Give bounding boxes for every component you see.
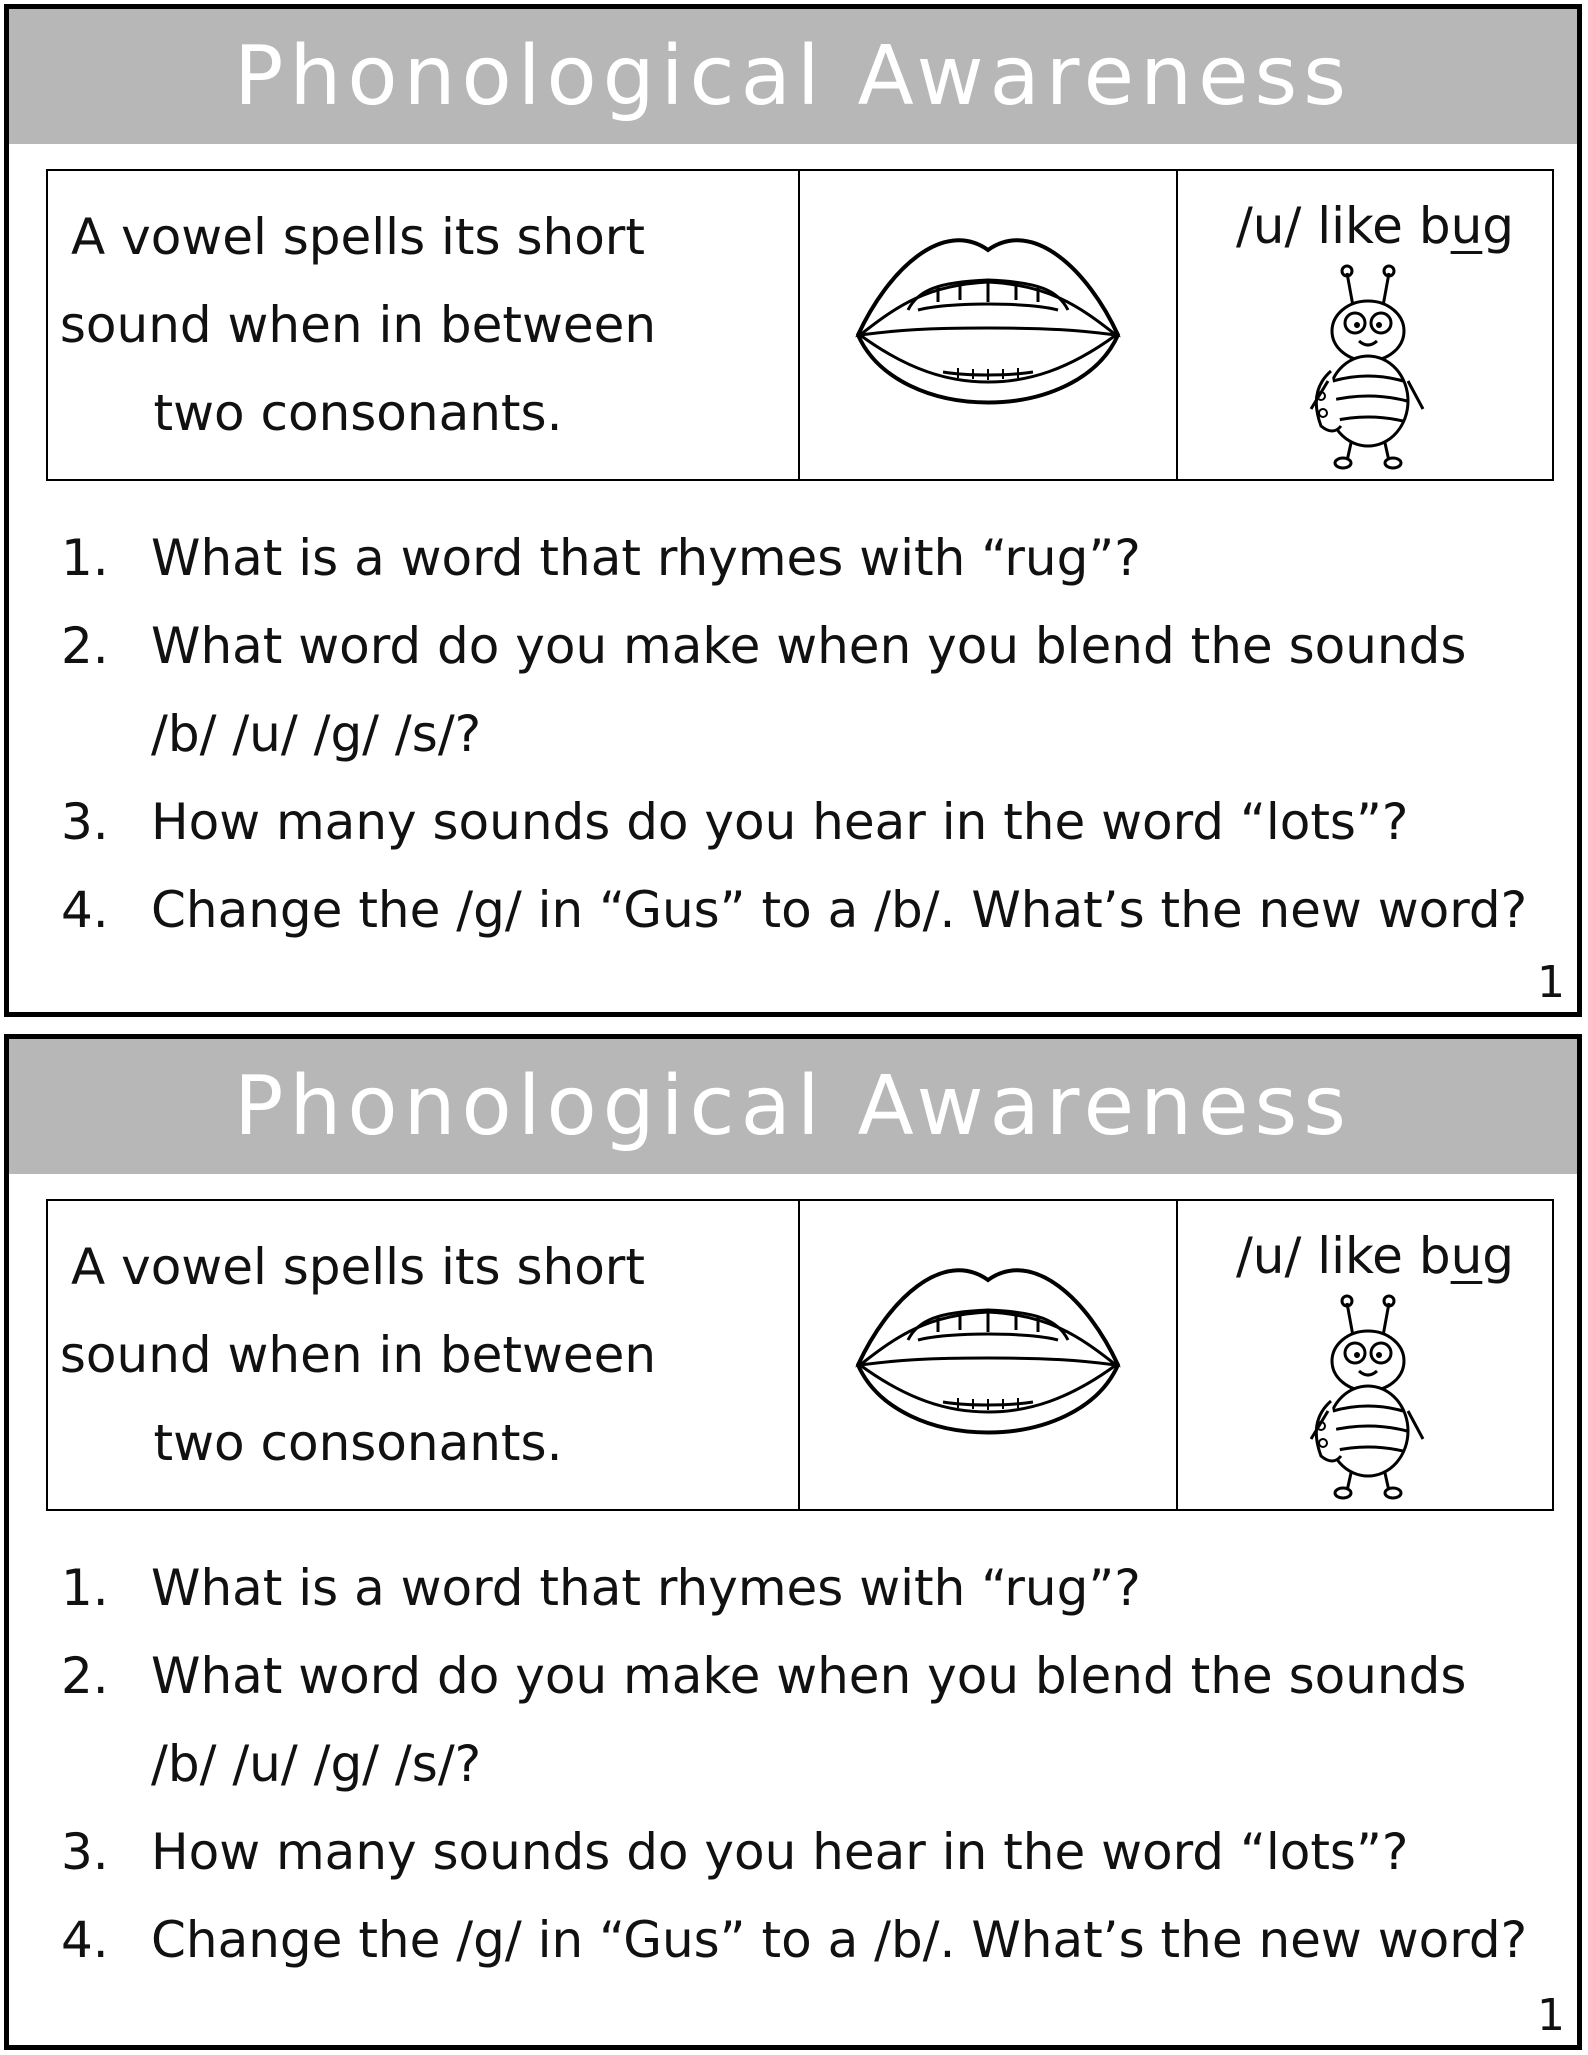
bug-icon-wrap — [1303, 261, 1433, 475]
task-card — [4, 1034, 1582, 2050]
question-text: What is a word that rhymes with “rug”? — [151, 529, 1141, 587]
info-table — [46, 1199, 1554, 1511]
keyword-word-underlined: u — [1450, 197, 1483, 255]
bug-icon — [1303, 1291, 1433, 1501]
question-text: Change the /g/ in “Gus” to a /b/. What’s the new word? — [151, 881, 1528, 939]
question-text: What is a word that rhymes with “rug”? — [151, 1559, 1141, 1617]
bug-icon-wrap — [1303, 1291, 1433, 1505]
question-item — [61, 866, 1547, 954]
bug-icon — [1303, 261, 1433, 471]
keyword-label — [1178, 1227, 1552, 1285]
rule-text — [60, 1223, 656, 1487]
rule-line: sound when in between — [59, 296, 657, 354]
keyword-sound: /u/ like — [1235, 1227, 1419, 1285]
question-number: 3. — [61, 793, 109, 851]
question-list — [61, 514, 1547, 954]
rule-cell — [48, 171, 800, 479]
rule-cell — [48, 1201, 800, 1509]
question-item — [61, 778, 1547, 866]
mouth-cell — [800, 1201, 1178, 1509]
question-number: 1. — [61, 1559, 109, 1617]
card-title: Phonological Awareness — [233, 29, 1352, 124]
question-number: 2. — [61, 1647, 109, 1705]
card-header — [9, 9, 1577, 144]
keyword-word-start: b — [1418, 197, 1451, 255]
card-title: Phonological Awareness — [233, 1059, 1352, 1154]
card-header — [9, 1039, 1577, 1174]
rule-text — [60, 193, 656, 457]
keyword-cell — [1178, 171, 1552, 479]
mouth-cell — [800, 171, 1178, 479]
question-continuation: /b/ /u/ /g/ /s/? — [151, 1735, 482, 1793]
question-continuation: /b/ /u/ /g/ /s/? — [151, 705, 482, 763]
question-item — [61, 1544, 1547, 1632]
question-text: How many sounds do you hear in the word “lots”? — [151, 1823, 1409, 1881]
question-item — [61, 602, 1547, 778]
keyword-sound: /u/ like — [1235, 197, 1419, 255]
keyword-cell — [1178, 1201, 1552, 1509]
rule-line: sound when in between — [59, 1326, 657, 1384]
question-text: What word do you make when you blend the sounds — [151, 1647, 1467, 1705]
keyword-word-end: g — [1482, 197, 1515, 255]
question-number: 1. — [61, 529, 109, 587]
keyword-word-underlined: u — [1450, 1227, 1483, 1285]
open-mouth-icon — [848, 210, 1128, 440]
question-number: 3. — [61, 1823, 109, 1881]
keyword-label — [1178, 197, 1552, 255]
question-number: 4. — [61, 1911, 109, 1969]
question-number: 2. — [61, 617, 109, 675]
rule-line: A vowel spells its short — [71, 1238, 645, 1296]
info-table — [46, 169, 1554, 481]
question-text: Change the /g/ in “Gus” to a /b/. What’s the new word? — [151, 1911, 1528, 1969]
rule-line: A vowel spells its short — [71, 208, 645, 266]
rule-line: two consonants. — [153, 384, 563, 442]
question-item — [61, 1632, 1547, 1808]
question-item — [61, 1808, 1547, 1896]
question-item — [61, 1896, 1547, 1984]
open-mouth-icon — [848, 1240, 1128, 1470]
question-item — [61, 514, 1547, 602]
question-text: What word do you make when you blend the sounds — [151, 617, 1467, 675]
page-number: 1 — [1537, 1990, 1565, 2041]
question-text: How many sounds do you hear in the word “lots”? — [151, 793, 1409, 851]
keyword-word-end: g — [1482, 1227, 1515, 1285]
keyword-word-start: b — [1418, 1227, 1451, 1285]
question-number: 4. — [61, 881, 109, 939]
question-list — [61, 1544, 1547, 1984]
rule-line: two consonants. — [153, 1414, 563, 1472]
page-number: 1 — [1537, 957, 1565, 1008]
task-card — [4, 4, 1582, 1017]
